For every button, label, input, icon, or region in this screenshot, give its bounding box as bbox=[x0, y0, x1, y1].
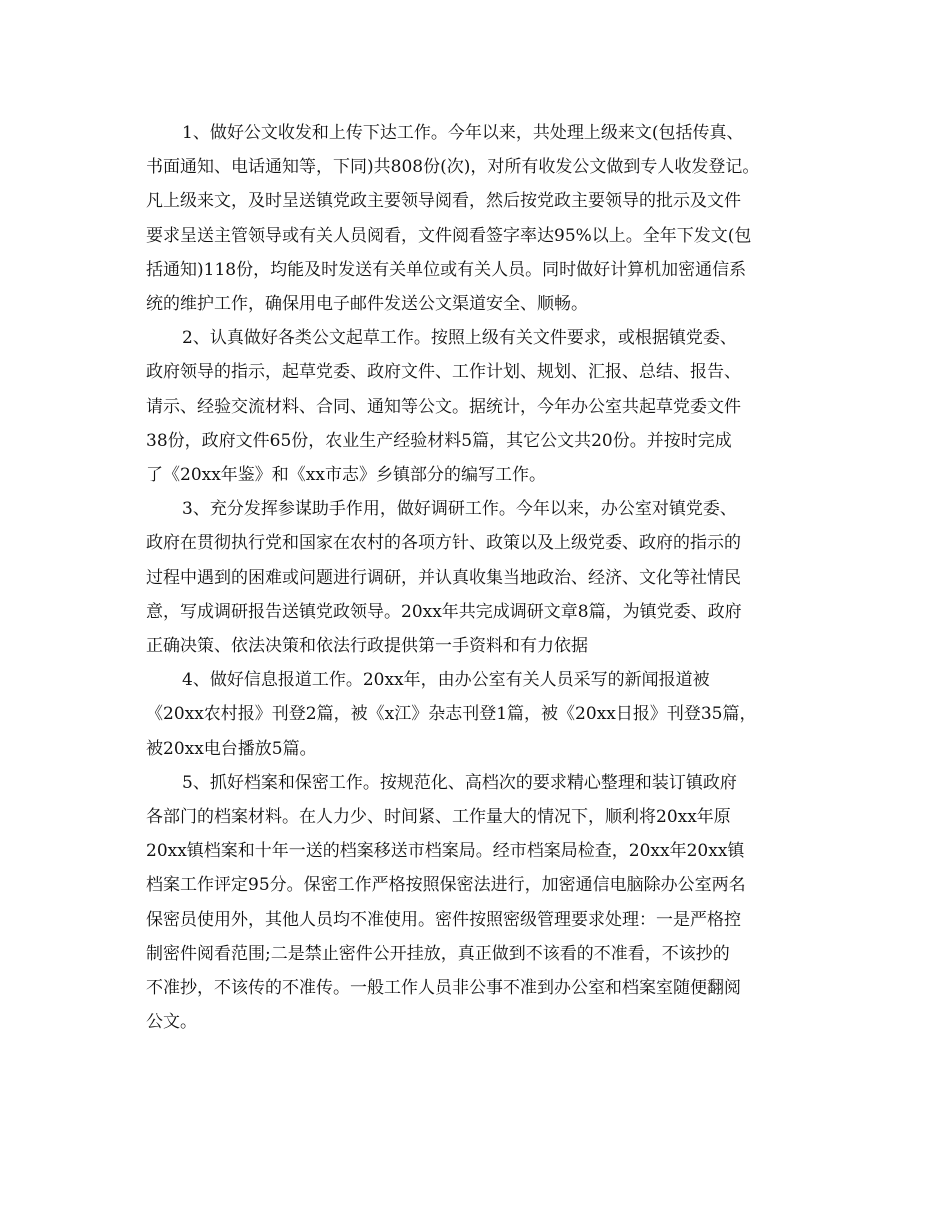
text-line: 制密件阅看范围;二是禁止密件公开挂放，真正做到不该看的不准看，不该抄的 bbox=[146, 943, 730, 964]
text-line: 不准抄，不该传的不准传。一般工作人员非公事不准到办公室和档案室随便翻阅 bbox=[146, 978, 741, 999]
paragraph-3 bbox=[146, 492, 826, 663]
text-line: 书面通知、电话通知等，下同)共808份(次)，对所有收发公文做到专人收发登记。 bbox=[146, 157, 760, 178]
text-line: 公文。 bbox=[146, 1012, 197, 1033]
text-line: 凡上级来文，及时呈送镇党政主要领导阅看，然后按党政主要领导的批示及文件 bbox=[146, 191, 741, 212]
paragraph-4 bbox=[146, 663, 826, 766]
paragraph-5 bbox=[146, 766, 826, 1040]
text-line: 20xx镇档案和十年一送的档案移送市档案局。经市档案局检查，20xx年20xx镇 bbox=[146, 841, 745, 862]
paragraph-1 bbox=[146, 116, 826, 321]
text-line: 正确决策、依法决策和依法行政提供第一手资料和有力依据 bbox=[146, 636, 588, 657]
text-line: 保密员使用外，其他人员均不准使用。密件按照密级管理要求处理：一是严格控 bbox=[146, 909, 741, 930]
text-line: 过程中遇到的困难或问题进行调研，并认真收集当地政治、经济、文化等社情民 bbox=[146, 567, 741, 588]
text-line: 要求呈送主管领导或有关人员阅看，文件阅看签字率达95%以上。全年下发文(包 bbox=[146, 225, 752, 246]
text-line: 请示、经验交流材料、合同、通知等公文。据统计，今年办公室共起草党委文件 bbox=[146, 396, 741, 417]
text-line: 3、充分发挥参谋助手作用，做好调研工作。今年以来，办公室对镇党委、 bbox=[182, 499, 737, 520]
text-line: 政府领导的指示，起草党委、政府文件、工作计划、规划、汇报、总结、报告、 bbox=[146, 362, 741, 383]
text-line: 38份，政府文件65份，农业生产经验材料5篇，其它公文共20份。并按时完成 bbox=[146, 430, 732, 451]
text-line: 各部门的档案材料。在人力少、时间紧、工作量大的情况下，顺利将20xx年原 bbox=[146, 807, 731, 828]
document-body bbox=[146, 116, 826, 1039]
text-line: 统的维护工作，确保用电子邮件发送公文渠道安全、顺畅。 bbox=[146, 294, 588, 315]
text-line: 档案工作评定95分。保密工作严格按照保密法进行，加密通信电脑除办公室两名 bbox=[146, 875, 746, 896]
text-line: 意，写成调研报告送镇党政领导。20xx年共完成调研文章8篇，为镇党委、政府 bbox=[146, 601, 742, 622]
paragraph-2 bbox=[146, 321, 826, 492]
text-line: 括通知)118份，均能及时发送有关单位或有关人员。同时做好计算机加密通信系 bbox=[146, 259, 747, 280]
text-line: 了《20xx年鉴》和《xx市志》乡镇部分的编写工作。 bbox=[146, 465, 546, 486]
text-line: 2、认真做好各类公文起草工作。按照上级有关文件要求，或根据镇党委、 bbox=[182, 328, 737, 349]
text-line: 被20xx电台播放5篇。 bbox=[146, 738, 317, 759]
text-line: 《20xx农村报》刊登2篇，被《x江》杂志刊登1篇，被《20xx日报》刊登35篇， bbox=[146, 704, 757, 725]
text-line: 政府在贯彻执行党和国家在农村的各项方针、政策以及上级党委、政府的指示的 bbox=[146, 533, 741, 554]
text-line: 4、做好信息报道工作。20xx年，由办公室有关人员采写的新闻报道被 bbox=[182, 670, 710, 691]
text-line: 5、抓好档案和保密工作。按规范化、高档次的要求精心整理和装订镇政府 bbox=[182, 772, 737, 793]
text-line: 1、做好公文收发和上传下达工作。今年以来，共处理上级来文(包括传真、 bbox=[182, 123, 744, 143]
